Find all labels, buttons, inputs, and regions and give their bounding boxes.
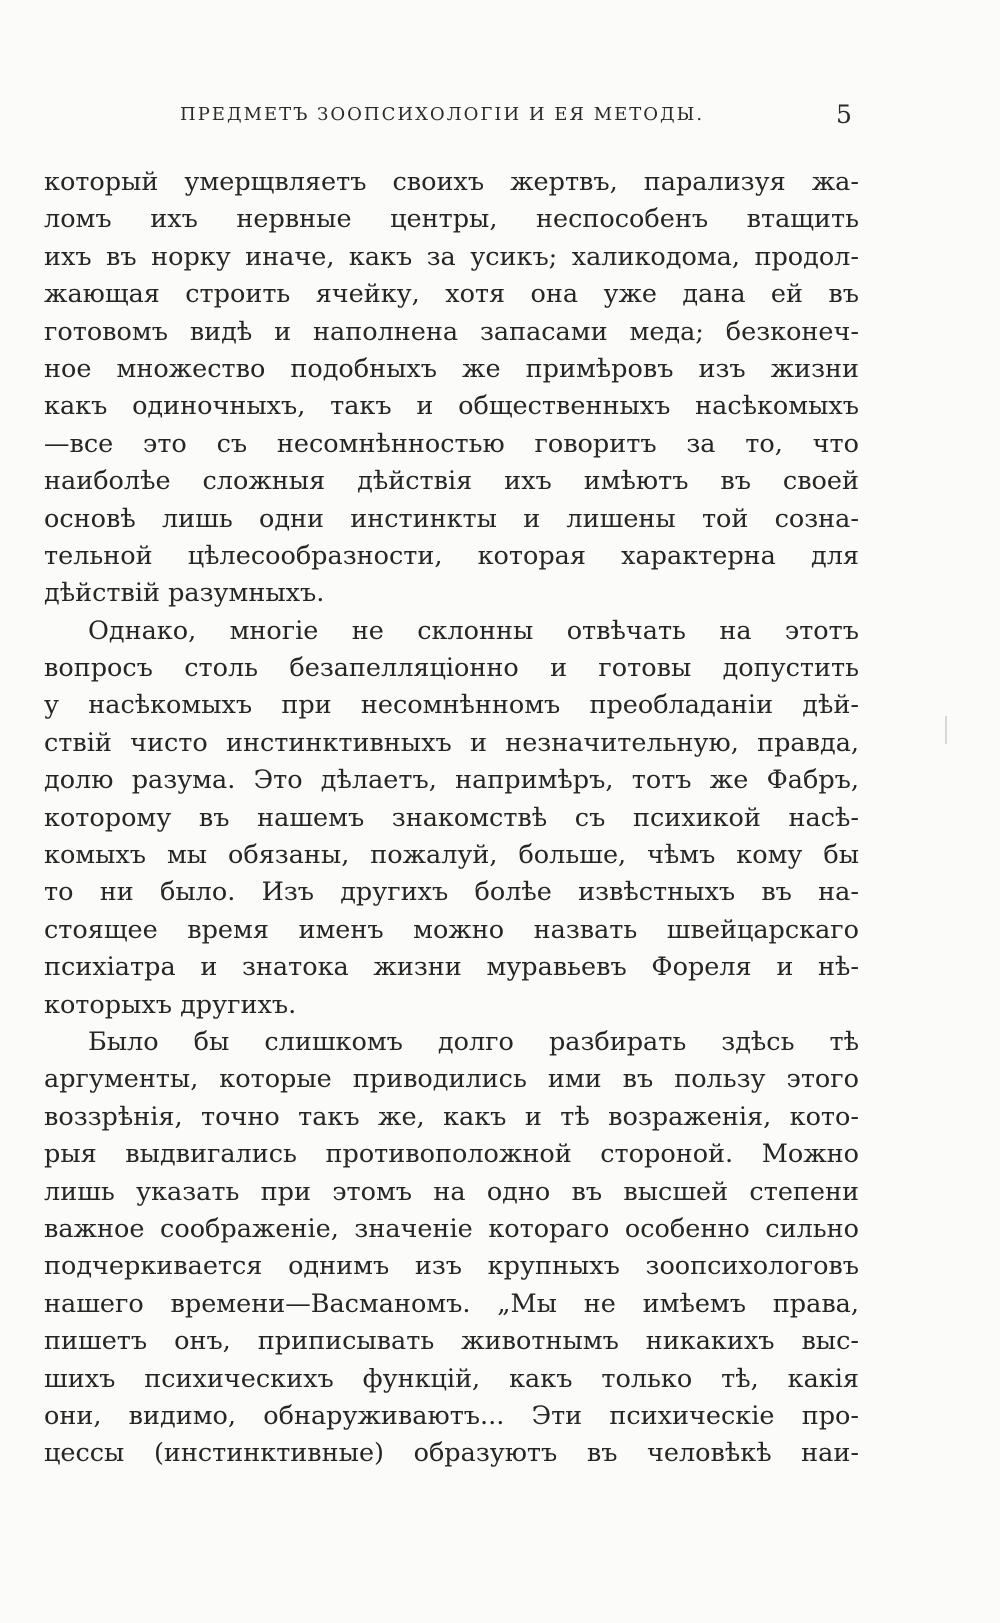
text-line: пишетъ онъ, приписывать животнымъ никакихъ выс- [44, 1326, 859, 1357]
paragraph-3 [44, 1024, 859, 1473]
text-line: ствій чисто инстинктивныхъ и незначительную, правда, [44, 727, 859, 758]
text-line: подчеркивается однимъ изъ крупныхъ зоопсихологовъ [44, 1251, 859, 1282]
running-title: ПРЕДМЕТЪ ЗООПСИХОЛОГІИ И ЕЯ МЕТОДЫ. [180, 104, 705, 125]
text-line: тельной цѣлесообразности, которая характерна для [44, 540, 859, 571]
paragraph-2 [44, 613, 859, 1024]
text-line: шихъ психическихъ функцій, какъ только тѣ, какія [44, 1363, 859, 1394]
text-line: лишь указать при этомъ на одно въ высшей степени [44, 1176, 859, 1207]
text-line: цессы (инстинктивные) образуютъ въ человѣкѣ наи- [44, 1438, 859, 1469]
text-line: они, видимо, обнаруживаютъ... Эти психическіе про- [44, 1400, 859, 1431]
text-line: основѣ лишь одни инстинкты и лишены той созна- [44, 503, 859, 534]
text-line: аргументы, которые приводились ими въ пользу этого [44, 1064, 859, 1095]
text-line: рыя выдвигались противоположной стороной. Можно [44, 1139, 859, 1170]
text-line: психіатра и знатока жизни муравьевъ Фореля и нѣ- [44, 952, 859, 983]
text-line: Было бы слишкомъ долго разбирать здѣсь тѣ [88, 1026, 859, 1057]
paragraph-1 [44, 164, 859, 613]
text-line: долю разума. Это дѣлаетъ, напримѣръ, тотъ же Фабръ, [44, 765, 859, 796]
text-line: ное множество подобныхъ же примѣровъ изъ жизни [44, 353, 859, 384]
page-number: 5 [836, 100, 852, 129]
text-line: которому въ нашемъ знакомствѣ съ психикой насѣ- [44, 802, 859, 833]
text-line: какъ одиночныхъ, такъ и общественныхъ насѣкомыхъ [44, 391, 859, 422]
text-line: —все это съ несомнѣнностью говоритъ за то, что [44, 428, 859, 459]
margin-mark [945, 716, 947, 744]
text-line: вопросъ столь безапелляціонно и готовы допустить [44, 653, 859, 684]
text-line: воззрѣнія, точно такъ же, какъ и тѣ возраженія, кото- [44, 1101, 859, 1132]
text-line: жающая строить ячейку, хотя она уже дана ей въ [44, 279, 859, 310]
text-line: то ни было. Изъ другихъ болѣе извѣстныхъ въ на- [44, 877, 859, 908]
text-line: наиболѣе сложныя дѣйствія ихъ имѣютъ въ своей [44, 466, 859, 497]
text-line: которыхъ другихъ. [44, 989, 297, 1020]
text-line: комыхъ мы обязаны, пожалуй, больше, чѣмъ кому бы [44, 840, 859, 871]
body-text [44, 164, 859, 1473]
text-line: ломъ ихъ нервные центры, неспособенъ втащить [44, 204, 859, 235]
text-line: который умерщвляетъ своихъ жертвъ, парализуя жа- [44, 167, 859, 197]
text-line: у насѣкомыхъ при несомнѣнномъ преобладаніи дѣй- [44, 690, 859, 721]
text-line: ихъ въ норку иначе, какъ за усикъ; халикодома, продол- [44, 241, 859, 272]
text-line: Однако, многіе не склонны отвѣчать на этотъ [88, 615, 859, 646]
text-line: готовомъ видѣ и наполнена запасами меда; безконеч- [44, 316, 859, 347]
text-line: стоящее время именъ можно назвать швейцарскаго [44, 914, 859, 945]
text-line: нашего времени—Васманомъ. „Мы не имѣемъ права, [44, 1288, 859, 1319]
text-line: важное соображеніе, значеніе котораго особенно сильно [44, 1213, 859, 1244]
text-line: дѣйствій разумныхъ. [44, 578, 325, 609]
